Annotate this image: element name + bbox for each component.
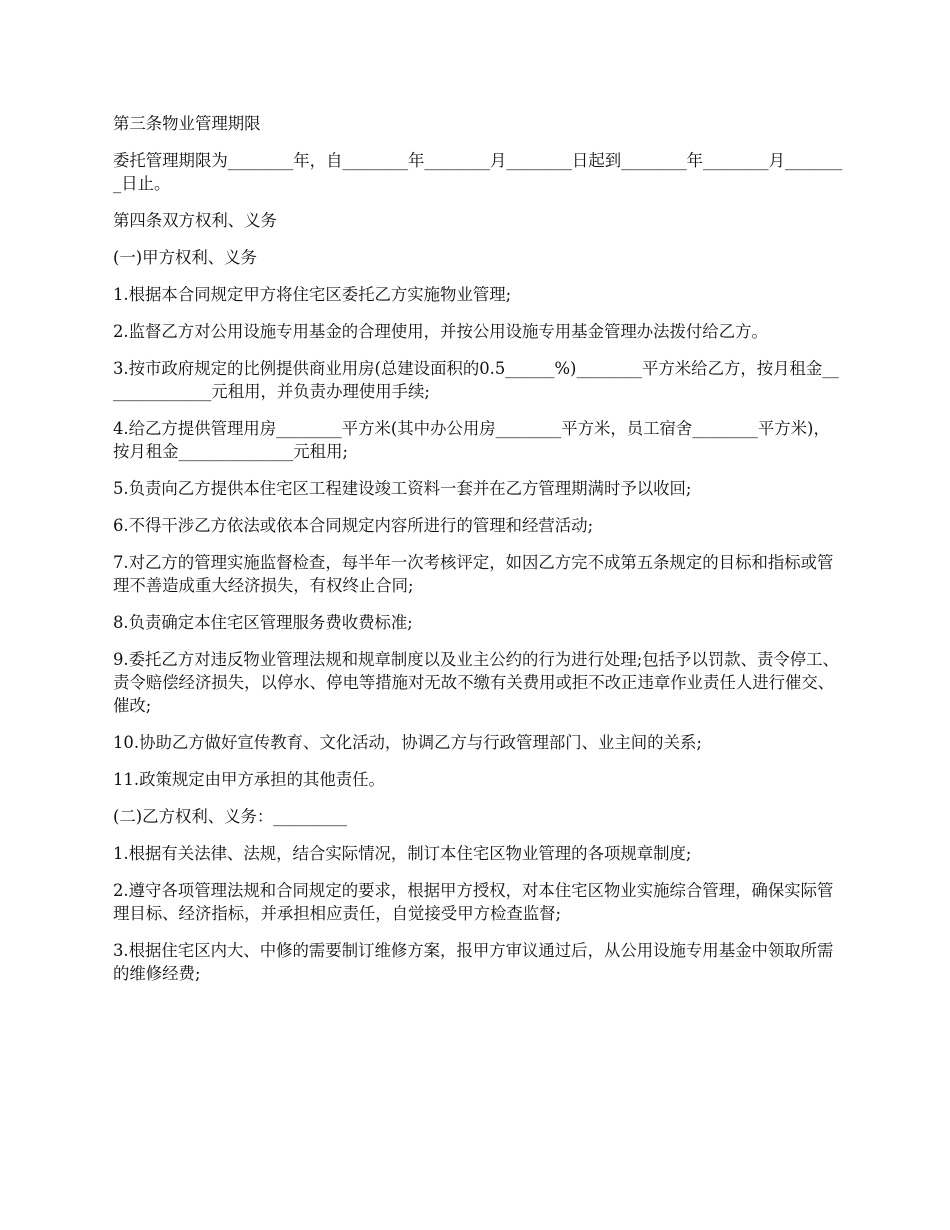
party-a-clause-8: 8.负责确定本住宅区管理服务费收费标准; <box>113 613 413 632</box>
party-a-clause-3: 3.按市政府规定的比例提供商业用房(总建设面积的0.5______%)________平方米给乙方，按月租金______________元租用，并负责办理使用手续; <box>113 359 839 401</box>
section-heading-rights: 第四条双方权利、义务 <box>113 211 277 230</box>
party-b-clause-3: 3.根据住宅区内大、中修的需要制订维修方案，报甲方审议通过后，从公用设施专用基金中领取所需的维修经费; <box>113 941 834 983</box>
section-heading-term: 第三条物业管理期限 <box>113 114 261 133</box>
party-b-clause-2: 2.遵守各项管理法规和合同规定的要求，根据甲方授权，对本住宅区物业实施综合管理，确保实际管理目标、经济指标，并承担相应责任，自觉接受甲方检查监督; <box>113 881 834 923</box>
party-a-clause-4: 4.给乙方提供管理用房________平方米(其中办公用房________平方米，员工宿舍________平方米)，按月租金______________元租用; <box>113 419 830 461</box>
party-a-clause-11: 11.政策规定由甲方承担的其他责任。 <box>113 770 385 789</box>
party-a-clause-5: 5.负责向乙方提供本住宅区工程建设竣工资料一套并在乙方管理期满时予以收回; <box>113 479 692 498</box>
party-a-clause-2: 2.监督乙方对公用设施专用基金的合理使用，并按公用设施专用基金管理办法拨付给乙方。 <box>113 322 768 341</box>
party-a-clause-7: 7.对乙方的管理实施监督检查，每半年一次考核评定，如因乙方完不成第五条规定的目标和指标或管理不善造成重大经济损失，有权终止合同; <box>113 553 834 595</box>
document-page <box>113 112 843 999</box>
party-a-clause-9: 9.委托乙方对违反物业管理法规和规章制度以及业主公约的行为进行处理;包括予以罚款、责令停工、责令赔偿经济损失，以停水、停电等措施对无故不缴有关费用或拒不改正违章作业责任人进行催交、催改; <box>113 650 839 715</box>
party-a-clause-6: 6.不得干涉乙方依法或依本合同规定内容所进行的管理和经营活动; <box>113 516 594 535</box>
subsection-heading-party-b: (二)乙方权利、义务：_________ <box>113 807 348 826</box>
term-period-text: 委托管理期限为________年，自________年________月________日起到________年________月________日止。 <box>113 151 843 193</box>
party-a-clause-1: 1.根据本合同规定甲方将住宅区委托乙方实施物业管理; <box>113 285 512 304</box>
party-a-clause-10: 10.协助乙方做好宣传教育、文化活动，协调乙方与行政管理部门、业主间的关系; <box>113 733 702 752</box>
subsection-heading-party-a: (一)甲方权利、义务 <box>113 248 257 267</box>
party-b-clause-1: 1.根据有关法律、法规，结合实际情况，制订本住宅区物业管理的各项规章制度; <box>113 844 692 863</box>
